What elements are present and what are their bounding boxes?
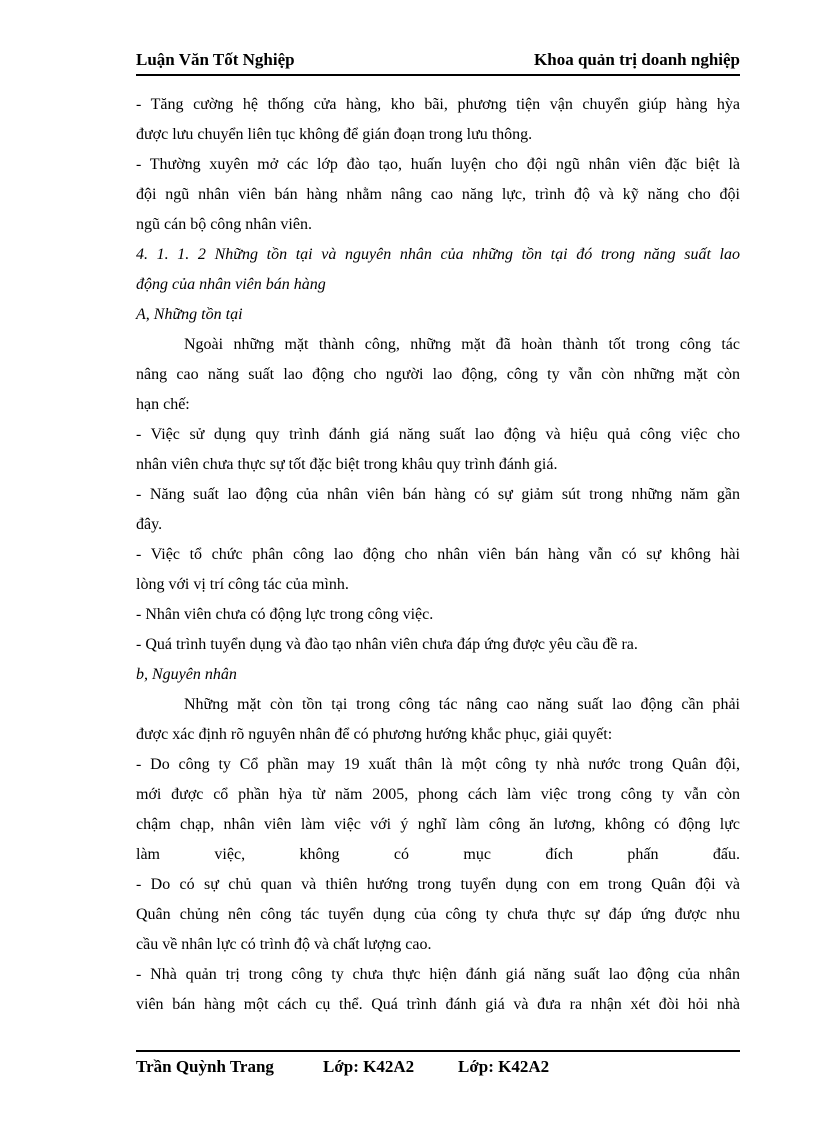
text-line: được lưu chuyển liên tục không để gián đoạn trong lưu thông. [136, 126, 533, 143]
text-line: - Tăng cường hệ thống cửa hàng, kho bãi, phương tiện vận chuyển giúp hàng hỳa [136, 96, 740, 113]
text-line: - Nhân viên chưa có động lực trong công việc. [136, 606, 434, 623]
text-line: - Do công ty Cổ phần may 19 xuất thân là một công ty nhà nước trong Quân đội, [136, 756, 740, 773]
text-line: làm việc, không có mục đích phấn đấu. [136, 846, 740, 863]
text-line: 4. 1. 1. 2 Những tồn tại và nguyên nhân của những tồn tại đó trong năng suất lao [136, 246, 740, 263]
text-line: - Việc tổ chức phân công lao động cho nhân viên bán hàng vẫn có sự không hài [136, 546, 740, 563]
text-line: - Thường xuyên mở các lớp đào tạo, huấn luyện cho đội ngũ nhân viên đặc biệt là [136, 156, 740, 173]
text-line: Ngoài những mặt thành công, những mặt đã hoàn thành tốt trong công tác [184, 336, 740, 353]
text-line: - Nhà quản trị trong công ty chưa thực hiện đánh giá năng suất lao động của nhân [136, 966, 740, 983]
text-line: - Do có sự chủ quan và thiên hướng trong tuyển dụng con em trong Quân đội và [136, 876, 740, 893]
text-line: - Quá trình tuyển dụng và đào tạo nhân viên chưa đáp ứng được yêu cầu đề ra. [136, 636, 638, 653]
text-line: lòng với vị trí công tác của mình. [136, 576, 349, 593]
text-line: A, Những tồn tại [136, 306, 243, 323]
text-line: chậm chạp, nhân viên làm việc với ý nghĩ làm công ăn lương, không có động lực [136, 816, 740, 833]
text-line: nâng cao năng suất lao động cho người lao động, công ty vẫn còn những mặt còn [136, 366, 740, 383]
footer-class-2: Lớp: K42A2 [458, 1057, 550, 1076]
footer-author: Trần Quỳnh Trang [136, 1057, 274, 1076]
text-line: - Năng suất lao động của nhân viên bán hàng có sự giảm sút trong những năm gần [136, 486, 740, 503]
page-header [136, 48, 740, 76]
text-line: được xác định rõ nguyên nhân để có phương hướng khắc phục, giải quyết: [136, 726, 613, 743]
text-line: - Việc sử dụng quy trình đánh giá năng suất lao động và hiệu quả công việc cho [136, 426, 740, 443]
text-line: đội ngũ nhân viên bán hàng nhằm nâng cao năng lực, trình độ và kỹ năng cho đội [136, 186, 740, 203]
text-line: cầu về nhân lực có trình độ và chất lượng cao. [136, 936, 432, 953]
text-line: ngũ cán bộ công nhân viên. [136, 216, 312, 233]
text-line: Quân chủng nên công tác tuyển dụng của công ty chưa thực sự đáp ứng được nhu [136, 906, 740, 923]
text-line: viên bán hàng một cách cụ thể. Quá trình đánh giá và đưa ra nhận xét đòi hỏi nhà [136, 996, 740, 1013]
page-footer [136, 1050, 740, 1092]
footer-class-1: Lớp: K42A2 [323, 1057, 415, 1076]
text-line: đây. [136, 516, 163, 533]
text-line: mới được cổ phần hỳa từ năm 2005, phong cách làm việc trong công ty vẫn còn [136, 786, 740, 803]
header-faculty: Khoa quản trị doanh nghiệp [534, 50, 740, 69]
text-line: hạn chế: [136, 396, 190, 413]
text-line: Những mặt còn tồn tại trong công tác nâng cao năng suất lao động cần phải [184, 696, 740, 713]
text-line: b, Nguyên nhân [136, 666, 237, 683]
text-line: động của nhân viên bán hàng [136, 276, 326, 293]
text-line: nhân viên chưa thực sự tốt đặc biệt trong khâu quy trình đánh giá. [136, 456, 558, 473]
header-thesis-title: Luận Văn Tốt Nghiệp [136, 50, 295, 69]
